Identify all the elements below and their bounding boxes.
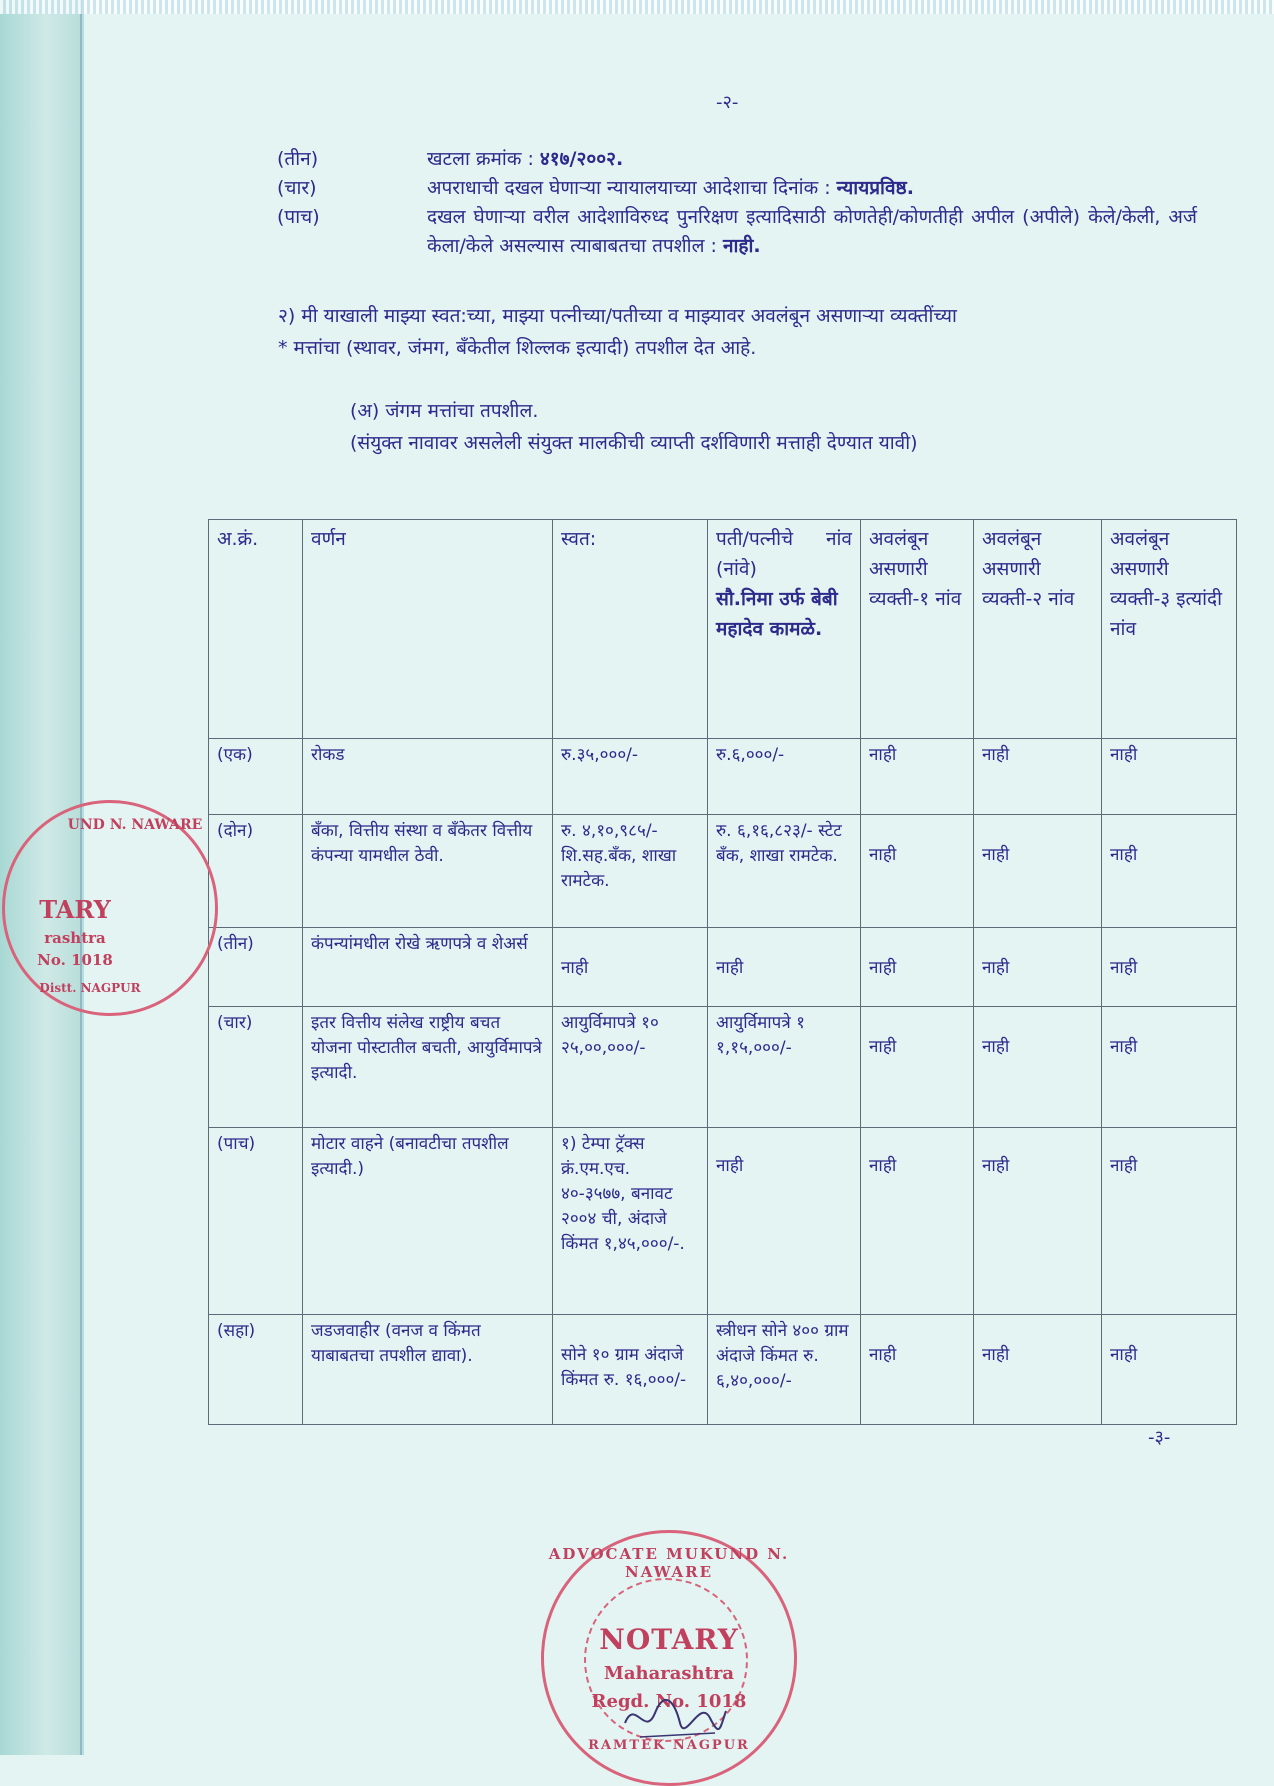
declaration-line-1: २) मी याखाली माझ्या स्वत:च्या, माझ्या पत्नीच्या/पतीच्या व माझ्यावर अवलंबून असणाऱ्या व्यक्तींच्या (278, 305, 957, 327)
row-description: जडजवाहीर (वनज व किंमत याबाबतचा तपशील द्यावा). (303, 1315, 553, 1425)
row-self: नाही (553, 928, 708, 1007)
stamp-bottom-text: RAMTEK NAGPUR (588, 1738, 750, 1753)
order-date-label: अपराधाची दखल घेणाऱ्या न्यायालयाच्या आदेशाचा दिनांक : (427, 177, 837, 199)
stamp-ring-text: ADVOCATE MUKUND N. NAWARE (548, 1545, 790, 1581)
info-row-number: (तीन) (277, 148, 319, 170)
stamp-state: Maharashtra (603, 1663, 735, 1684)
scan-top-strip (0, 0, 1274, 14)
stamp-title: TARY (39, 895, 111, 924)
info-row-text (427, 203, 1197, 261)
stamp-title: NOTARY (599, 1623, 739, 1656)
row-dependent-3: नाही (1102, 928, 1237, 1007)
table-row (209, 1128, 1237, 1315)
info-row-number: (चार) (277, 177, 317, 199)
row-self: रु.३५,०००/- (553, 739, 708, 815)
row-description: इतर वित्तीय संलेख राष्ट्रीय बचत योजना पोस्टातील बचती, आयुर्विमापत्रे इत्यादी. (303, 1007, 553, 1128)
row-spouse: स्त्रीधन सोने ४०० ग्राम अंदाजे किंमत रु. ६,४०,०००/- (708, 1315, 861, 1425)
row-spouse: रु. ६,१६,८२३/- स्टेट बँक, शाखा रामटेक. (708, 815, 861, 928)
row-dependent-2: नाही (974, 1007, 1102, 1128)
row-self: रु. ४,१०,९८५/- शि.सह.बँक, शाखा रामटेक. (553, 815, 708, 928)
appeal-label: दखल घेणाऱ्या वरील आदेशाविरुध्द पुनरिक्षण इत्यादिसाठी कोणतेही/कोणतीही अपील (अपीले) केले/केली, अर्ज केला/केले असल्यास त्याबाबतचा तपशील : (427, 206, 1197, 257)
row-dependent-3: नाही (1102, 1315, 1237, 1425)
info-row-text (427, 174, 1197, 203)
row-dependent-3: नाही (1102, 1128, 1237, 1315)
notary-stamp-bottom (541, 1530, 797, 1786)
header-self: स्वत: (553, 520, 708, 739)
row-dependent-1: नाही (861, 1315, 974, 1425)
header-dependent-3: अवलंबून असणारी व्यक्ती-३ इत्यांदी नांव (1102, 520, 1237, 739)
row-dependent-3: नाही (1102, 739, 1237, 815)
declaration-line-2: * मत्तांचा (स्थावर, जंमग, बँकेतील शिल्लक इत्यादी) तपशील देत आहे. (278, 337, 757, 359)
spouse-name: सौ.निमा उर्फ बेबी महादेव कामळे. (716, 588, 838, 640)
row-description: मोटार वाहने (बनावटीचा तपशील इत्यादी.) (303, 1128, 553, 1315)
row-spouse: नाही (708, 1128, 861, 1315)
table-row (209, 928, 1237, 1007)
table-header-row (209, 520, 1237, 739)
row-dependent-3: नाही (1102, 815, 1237, 928)
row-description: रोकड (303, 739, 553, 815)
stamp-regd: No. 1018 (37, 951, 113, 969)
movable-assets-table (208, 519, 1237, 1425)
row-self: १) टेम्पा ट्रॅक्स क्रं.एम.एच. ४०-३५७७, बनावट २००४ ची, अंदाजे किंमत १,४५,०००/-. (553, 1128, 708, 1315)
row-sr: (एक) (209, 739, 303, 815)
stamp-ring-text: UND N. NAWARE (67, 817, 203, 833)
header-description: वर्णन (303, 520, 553, 739)
row-sr: (पाच) (209, 1128, 303, 1315)
row-spouse: आयुर्विमापत्रे १ १,१५,०००/- (708, 1007, 861, 1128)
row-self: आयुर्विमापत्रे १० २५,००,०००/- (553, 1007, 708, 1128)
appeal-value: नाही. (722, 235, 761, 257)
table-row (209, 1007, 1237, 1128)
stamp-state: rashtra (44, 929, 106, 947)
row-dependent-1: नाही (861, 1128, 974, 1315)
row-dependent-3: नाही (1102, 1007, 1237, 1128)
row-dependent-1: नाही (861, 815, 974, 928)
row-dependent-1: नाही (861, 739, 974, 815)
notary-stamp-left (2, 800, 218, 1016)
row-dependent-2: नाही (974, 1128, 1102, 1315)
stamp-bottom-text: Distt. NAGPUR (39, 981, 141, 995)
row-dependent-2: नाही (974, 928, 1102, 1007)
section-note: (संयुक्त नावावर असलेली संयुक्त मालकीची व्याप्ती दर्शविणारी मत्ताही देण्यात यावी) (350, 432, 918, 454)
case-number-value: ४१७/२००२. (539, 148, 624, 170)
row-self: सोने १० ग्राम अंदाजे किंमत रु. १६,०००/- (553, 1315, 708, 1425)
spouse-label: पती/पत्नीचे नांव (नांवे) (716, 528, 852, 580)
table-row (209, 815, 1237, 928)
row-spouse: नाही (708, 928, 861, 1007)
row-description: बँका, वित्तीय संस्था व बँकेतर वित्तीय कंपन्या यामधील ठेवी. (303, 815, 553, 928)
next-page-number: -३- (1148, 1427, 1171, 1448)
section-title: (अ) जंगम मत्तांचा तपशील. (350, 400, 539, 422)
row-sr: (सहा) (209, 1315, 303, 1425)
row-sr: (चार) (209, 1007, 303, 1128)
row-dependent-1: नाही (861, 1007, 974, 1128)
row-sr: (तीन) (209, 928, 303, 1007)
header-dependent-2: अवलंबून असणारी व्यक्ती-२ नांव (974, 520, 1102, 739)
header-spouse (708, 520, 861, 739)
row-description: कंपन्यांमधील रोखे ऋणपत्रे व शेअर्स (303, 928, 553, 1007)
row-spouse: रु.६,०००/- (708, 739, 861, 815)
table-row (209, 739, 1237, 815)
handwritten-signature (620, 1693, 730, 1743)
row-sr: (दोन) (209, 815, 303, 928)
page-number: -२- (716, 92, 739, 113)
row-dependent-2: नाही (974, 1315, 1102, 1425)
order-date-value: न्यायप्रविष्ठ. (836, 177, 914, 199)
info-row-text (427, 145, 1197, 174)
row-dependent-1: नाही (861, 928, 974, 1007)
header-sr: अ.क्रं. (209, 520, 303, 739)
stamp-regd: Regd. No. 1018 (591, 1691, 747, 1712)
case-number-label: खटला क्रमांक : (427, 148, 540, 170)
header-dependent-1: अवलंबून असणारी व्यक्ती-१ नांव (861, 520, 974, 739)
row-dependent-2: नाही (974, 815, 1102, 928)
info-row-number: (पाच) (277, 206, 320, 228)
row-dependent-2: नाही (974, 739, 1102, 815)
table-row (209, 1315, 1237, 1425)
